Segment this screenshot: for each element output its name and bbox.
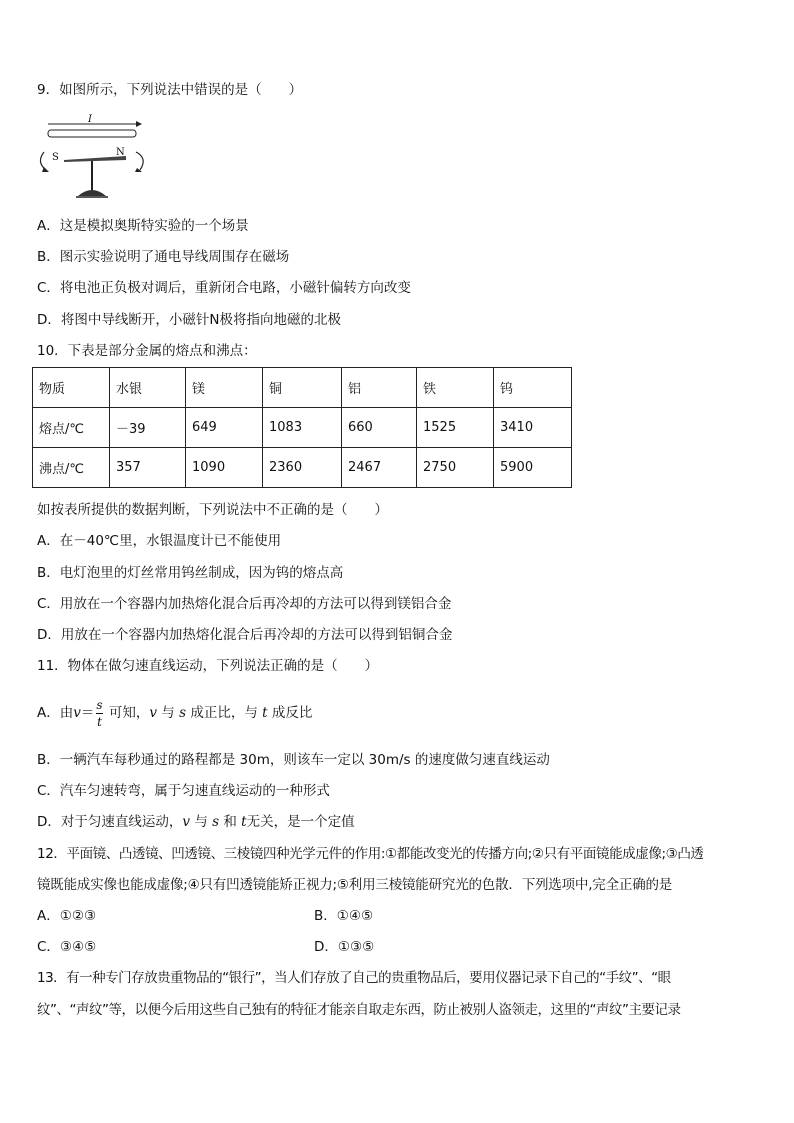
velocity-symbol: v [73,705,81,721]
velocity-fraction [96,698,102,729]
q13-stem-line1: 13．有一种专门存放贵重物品的“银行”，当人们存放了自己的贵重物品后，要用仪器记录下自己的“手纹”、“眼 [37,970,671,986]
q11-option-a [37,696,312,730]
south-label: S [52,152,59,163]
table-cell: 3410 [494,408,572,448]
table-row-boiling [33,448,572,488]
q10-prompt: 如按表所提供的数据判断，下列说法中不正确的是（ ） [37,502,388,518]
wire-arrowhead [136,121,142,127]
stand-base [78,190,106,196]
table-cell: 水银 [110,368,186,408]
q12-option-b: B．①④⑤ [314,908,374,924]
current-label: I [88,114,92,125]
denominator: t [97,714,102,729]
numerator: s [96,697,103,712]
text: 和 [223,814,237,830]
text: 可知， [108,705,150,721]
table-cell: 1090 [186,448,263,488]
q10-option-d: D．用放在一个容器内加热熔化混合后再冷却的方法可以得到铝铜合金 [37,627,453,643]
q10-option-c: C．用放在一个容器内加热熔化混合后再冷却的方法可以得到镁铝合金 [37,596,452,612]
velocity-symbol: v [149,705,157,721]
q9-option-b: B．图示实验说明了通电导线周围存在磁场 [37,249,290,265]
q11-stem: 11．物体在做匀速直线运动，下列说法正确的是（ ） [37,658,379,674]
table-cell: 649 [186,408,263,448]
table-cell: 铝 [342,368,417,408]
table-cell: 1083 [263,408,342,448]
wire [48,130,136,137]
text: 成反比 [271,705,313,721]
table-cell: 铁 [417,368,494,408]
time-symbol: t [241,814,247,830]
oersted-figure [36,114,154,204]
table-cell: 2360 [263,448,342,488]
q12-stem-line2: 镜既能成实像也能成虚像;④只有凹透镜能矫正视力;⑤利用三棱镜能研究光的色散．下列选项中,完全正确的是 [37,877,673,893]
q11-option-c: C．汽车匀速转弯，属于匀速直线运动的一种形式 [37,783,330,799]
table-cell: 2750 [417,448,494,488]
q10-stem: 10．下表是部分金属的熔点和沸点： [37,343,257,359]
q12-option-a: A．①②③ [37,908,97,924]
q9-option-d: D．将图中导线断开，小磁针N极将指向地磁的北极 [37,312,341,328]
q9-option-a: A．这是模拟奥斯特实验的一个场景 [37,218,249,234]
table-cell: 熔点/℃ [33,408,110,448]
text: 与 [194,814,208,830]
table-cell: 1525 [417,408,494,448]
table-cell: 钨 [494,368,572,408]
table-row-melting [33,408,572,448]
velocity-symbol: v [182,814,191,830]
text: 无关，是一个定值 [246,814,355,830]
text: 成正比，与 [190,705,258,721]
q13-stem-line2: 纹”、“声纹”等，以便今后用这些自己独有的特征才能亲自取走东西，防止被别人盗领走，这里的“声纹”主要记录 [37,1002,681,1018]
equals-sign: ＝ [80,705,95,721]
metal-table [32,367,572,488]
table-cell: 660 [342,408,417,448]
text: D．对于匀速直线运动， [37,814,183,830]
table-cell: 2467 [342,448,417,488]
time-symbol: t [262,705,268,721]
q12-option-c: C．③④⑤ [37,939,97,955]
distance-symbol: s [179,705,187,721]
q9-stem: 9．如图所示，下列说法中错误的是（ ） [37,82,303,98]
text: A．由 [37,705,74,721]
rotation-arrow-right [136,152,143,170]
rotation-arrow-left [40,152,46,170]
table-cell: 镁 [186,368,263,408]
distance-symbol: s [212,814,220,830]
table-cell: 5900 [494,448,572,488]
north-label: N [116,147,125,158]
q10-option-a: A．在－40℃里，水银温度计已不能使用 [37,533,282,549]
q12-option-d: D．①③⑤ [314,939,375,955]
q12-stem-line1: 12．平面镜、凸透镜、凹透镜、三棱镜四种光学元件的作用:①都能改变光的传播方向;②只有平面镜能成虚像;③凸透 [37,846,704,862]
table-cell: 物质 [33,368,110,408]
q11-option-d [37,813,355,831]
table-cell: 357 [110,448,186,488]
table-header-row [33,368,572,408]
table-cell: 沸点/℃ [33,448,110,488]
q10-option-b: B．电灯泡里的灯丝常用钨丝制成，因为钨的熔点高 [37,565,344,581]
table-cell: －39 [110,408,186,448]
table-cell: 铜 [263,368,342,408]
q11-option-b: B．一辆汽车每秒通过的路程都是 30m，则该车一定以 30m/s 的速度做匀速直线运动 [37,752,550,768]
q9-option-c: C．将电池正负极对调后，重新闭合电路，小磁针偏转方向改变 [37,280,411,296]
text: 与 [161,705,175,721]
